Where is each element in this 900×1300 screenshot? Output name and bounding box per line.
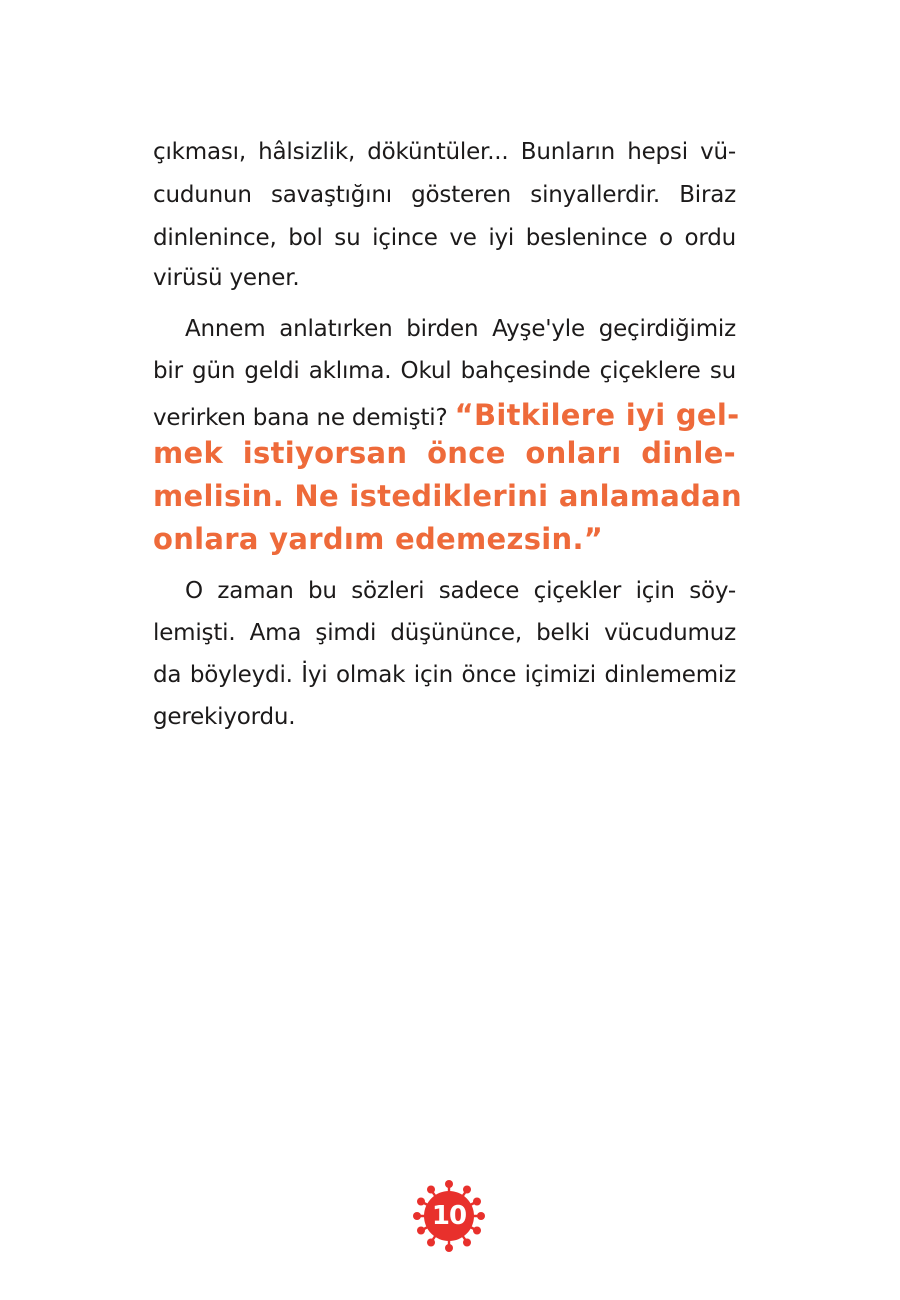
paragraph-2-line-2: bir gün geldi aklıma. Okul bahçesinde çiçeklere su — [153, 358, 736, 384]
paragraph-2-line-3-text: verirken bana ne demişti? — [153, 405, 455, 431]
page-number-badge — [411, 1178, 487, 1254]
quote-line-2: melisin. Ne istediklerini anlamadan — [153, 479, 742, 513]
paragraph-1-line-4: virüsü yener. — [153, 265, 300, 291]
quote-line-3: onlara yardım edemezsin.” — [153, 522, 604, 556]
paragraph-3-line-2: lemişti. Ama şimdi düşününce, belki vücudumuz — [153, 620, 736, 646]
paragraph-2-line-1: Annem anlatırken birden Ayşe'yle geçirdiğimiz — [185, 316, 736, 342]
paragraph-1-line-3: dinlenince, bol su içince ve iyi beslenince o ordu — [153, 225, 736, 251]
paragraph-3-line-4: gerekiyordu. — [153, 704, 296, 730]
paragraph-2-line-3 — [153, 396, 740, 437]
quote-line-1: mek istiyorsan önce onları dinle- — [153, 436, 736, 470]
paragraph-1-line-1: çıkması, hâlsizlik, döküntüler... Bunların hepsi vü- — [153, 139, 736, 165]
paragraph-1-line-2: cudunun savaştığını gösteren sinyallerdir. Biraz — [153, 182, 736, 208]
paragraph-3-line-3: da böyleydi. İyi olmak için önce içimizi dinlememiz — [153, 662, 736, 688]
page-number: 10 — [431, 1201, 467, 1231]
quote-start: “Bitkilere iyi gel- — [454, 398, 740, 432]
paragraph-3-line-1: O zaman bu sözleri sadece çiçekler için söy- — [185, 578, 736, 604]
